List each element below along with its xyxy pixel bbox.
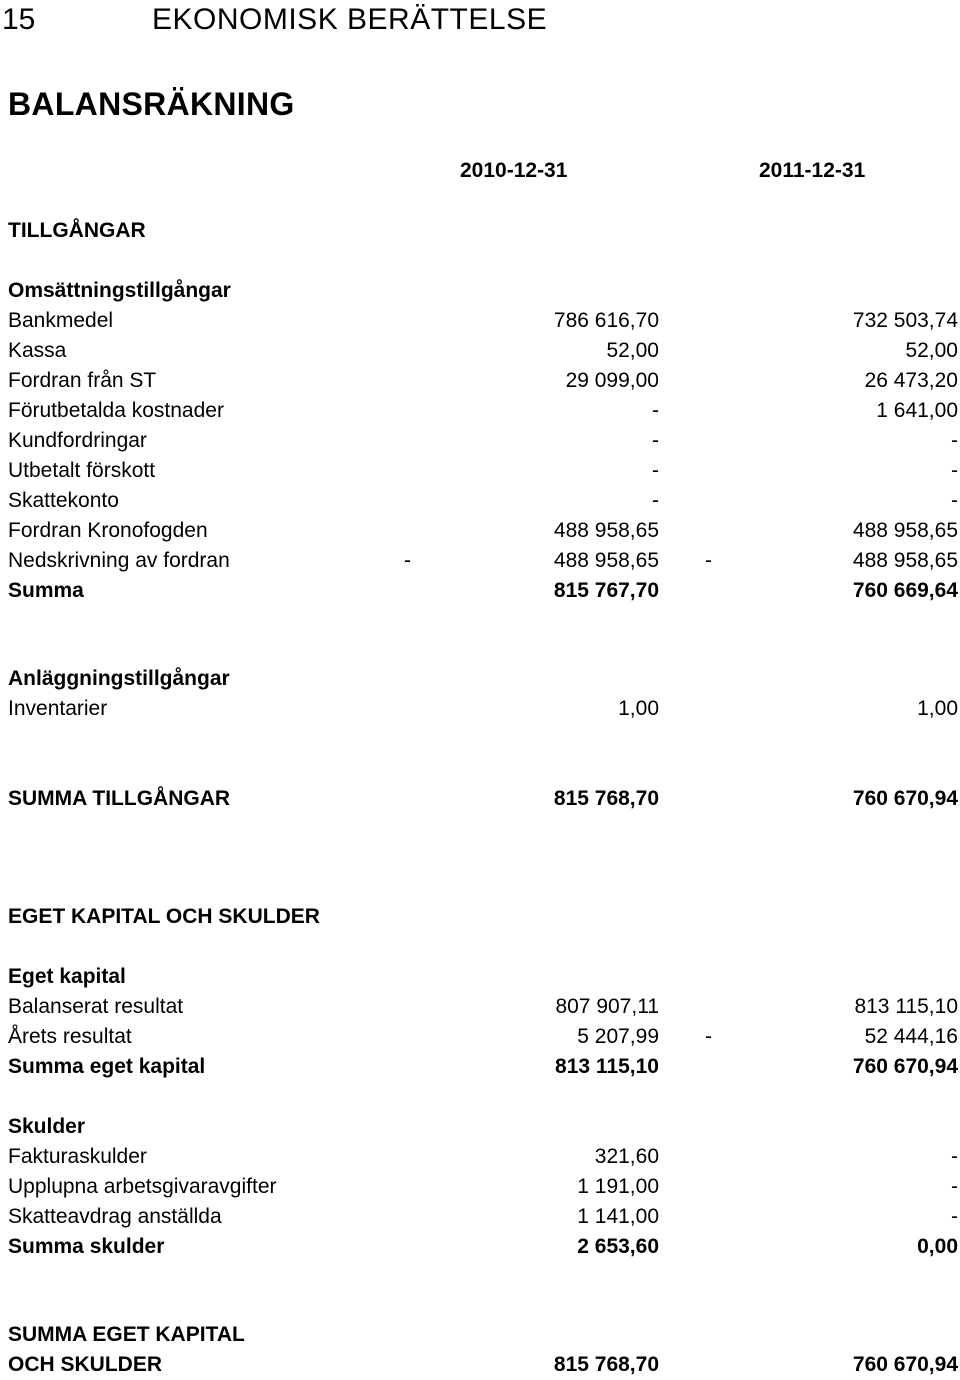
value-2010: 488 958,65 xyxy=(553,549,659,572)
row-label: EGET KAPITAL OCH SKULDER xyxy=(8,905,320,928)
row-label: OCH SKULDER xyxy=(8,1353,163,1376)
value-2011: 760 670,94 xyxy=(852,1353,958,1376)
table-row xyxy=(0,276,960,306)
value-2011: 0,00 xyxy=(917,1235,958,1258)
table-row xyxy=(0,456,960,486)
table-row xyxy=(0,1202,960,1232)
value-2010: 52,00 xyxy=(606,339,659,362)
value-2010: - xyxy=(652,459,659,482)
table-row xyxy=(0,1172,960,1202)
value-2010: 2 653,60 xyxy=(577,1235,659,1258)
table-row xyxy=(0,1052,960,1082)
value-2011: 488 958,65 xyxy=(852,519,958,542)
table-row xyxy=(0,1320,960,1350)
table-row xyxy=(0,992,960,1022)
row-label: SUMMA TILLGÅNGAR xyxy=(8,787,231,810)
value-2011: - xyxy=(951,1145,958,1168)
row-label: Utbetalt förskott xyxy=(8,459,156,482)
column-header-2010: 2010-12-31 xyxy=(460,159,568,182)
table-row xyxy=(0,426,960,456)
row-label: Fordran från ST xyxy=(8,369,157,392)
value-2011: 760 670,94 xyxy=(852,1055,958,1078)
table-row xyxy=(0,306,960,336)
value-2010: 815 768,70 xyxy=(553,787,659,810)
value-2010: 5 207,99 xyxy=(577,1025,659,1048)
value-2011: 1 641,00 xyxy=(876,399,958,422)
value-2010: 1 191,00 xyxy=(577,1175,659,1198)
row-label: Förutbetalda kostnader xyxy=(8,399,224,422)
table-row xyxy=(0,216,960,246)
page-number: 15 xyxy=(2,3,36,36)
row-label: Omsättningstillgångar xyxy=(8,279,231,302)
value-2010: 1 141,00 xyxy=(577,1205,659,1228)
table-row xyxy=(0,902,960,932)
row-label: Skulder xyxy=(8,1115,86,1138)
value-2011: 1,00 xyxy=(917,697,958,720)
table-row xyxy=(0,664,960,694)
value-2010: 815 768,70 xyxy=(553,1353,659,1376)
row-label: Anläggningstillgångar xyxy=(8,667,230,690)
table-row xyxy=(0,336,960,366)
value-2011: 52,00 xyxy=(905,339,958,362)
value-2010: 1,00 xyxy=(618,697,659,720)
sign-2011: - xyxy=(705,549,712,572)
table-row xyxy=(0,1112,960,1142)
row-label: Fordran Kronofogden xyxy=(8,519,208,542)
row-label: Nedskrivning av fordran xyxy=(8,549,230,572)
row-label: Skattekonto xyxy=(8,489,119,512)
value-2011: 488 958,65 xyxy=(852,549,958,572)
value-2011: 732 503,74 xyxy=(852,309,958,332)
table-row xyxy=(0,1350,960,1380)
value-2011: - xyxy=(951,429,958,452)
table-row xyxy=(0,516,960,546)
row-label: Upplupna arbetsgivaravgifter xyxy=(8,1175,277,1198)
row-label: TILLGÅNGAR xyxy=(8,219,146,242)
value-2010: 786 616,70 xyxy=(553,309,659,332)
table-row xyxy=(0,1022,960,1052)
row-label: Balanserat resultat xyxy=(8,995,184,1018)
value-2011: 26 473,20 xyxy=(864,369,958,392)
row-label: Summa eget kapital xyxy=(8,1055,206,1078)
table-row xyxy=(0,694,960,724)
row-label: Fakturaskulder xyxy=(8,1145,147,1168)
table-row xyxy=(0,486,960,516)
column-header-2011: 2011-12-31 xyxy=(759,159,866,182)
value-2010: 807 907,11 xyxy=(555,995,659,1018)
value-2011: - xyxy=(951,1175,958,1198)
value-2010: - xyxy=(652,399,659,422)
row-label: Inventarier xyxy=(8,697,108,720)
table-row xyxy=(0,576,960,606)
table-row xyxy=(0,396,960,426)
table-row xyxy=(0,1142,960,1172)
value-2011: - xyxy=(951,1205,958,1228)
value-2011: 760 670,94 xyxy=(852,787,958,810)
value-2010: 488 958,65 xyxy=(553,519,659,542)
row-label: Eget kapital xyxy=(8,965,126,988)
sign-2010: - xyxy=(404,549,411,572)
column-header-row xyxy=(0,156,960,186)
table-row xyxy=(0,1232,960,1262)
value-2010: - xyxy=(652,429,659,452)
row-label: Skatteavdrag anställda xyxy=(8,1205,222,1228)
table-row xyxy=(0,546,960,576)
row-label: Summa skulder xyxy=(8,1235,165,1258)
row-label: SUMMA EGET KAPITAL xyxy=(8,1323,245,1346)
value-2011: 52 444,16 xyxy=(864,1025,958,1048)
table-row xyxy=(0,962,960,992)
document-title: BALANSRÄKNING xyxy=(8,86,295,122)
chapter-title: EKONOMISK BERÄTTELSE xyxy=(152,3,548,36)
value-2011: - xyxy=(951,489,958,512)
page-header xyxy=(0,0,960,40)
value-2011: - xyxy=(951,459,958,482)
row-label: Bankmedel xyxy=(8,309,114,332)
table-row xyxy=(0,784,960,814)
row-label: Kundfordringar xyxy=(8,429,147,452)
value-2011: 813 115,10 xyxy=(854,995,958,1018)
table-row xyxy=(0,366,960,396)
value-2010: 813 115,10 xyxy=(555,1055,659,1078)
value-2010: 815 767,70 xyxy=(553,579,659,602)
row-label: Kassa xyxy=(8,339,67,362)
value-2010: 29 099,00 xyxy=(565,369,659,392)
value-2010: 321,60 xyxy=(594,1145,659,1168)
row-label: Summa xyxy=(8,579,84,602)
value-2011: 760 669,64 xyxy=(852,579,958,602)
value-2010: - xyxy=(652,489,659,512)
sign-2011: - xyxy=(705,1025,712,1048)
row-label: Årets resultat xyxy=(8,1025,132,1048)
